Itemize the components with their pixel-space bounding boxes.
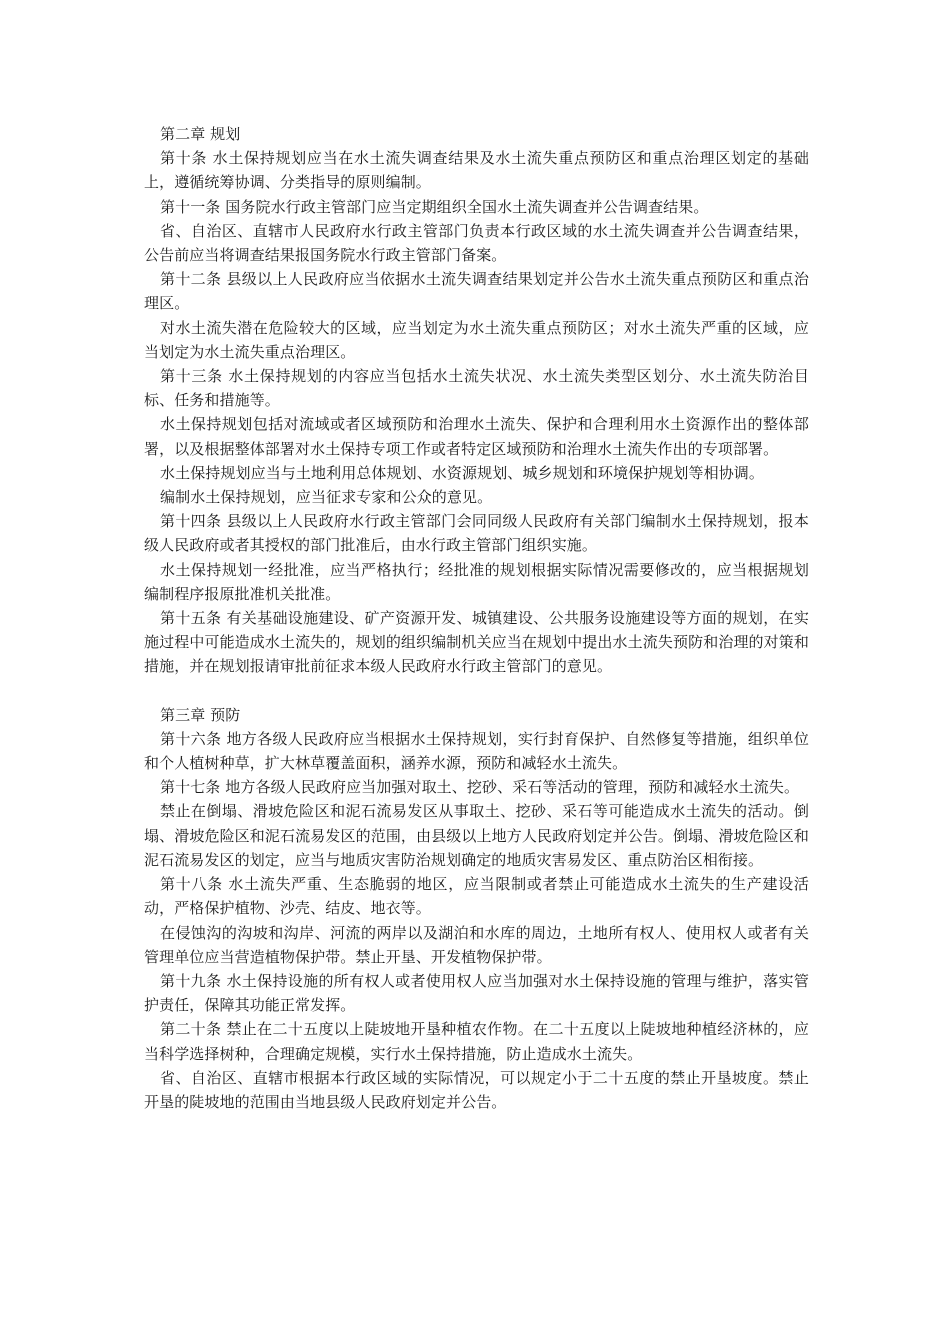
article-paragraph: 第十一条 国务院水行政主管部门应当定期组织全国水土流失调查并公告调查结果。 — [160, 197, 709, 216]
article-paragraph: 第十四条 县级以上人民政府水行政主管部门会同同级人民政府有关部门编制水土保持规划，报本级人民政府或者其授权的部门批准后，由水行政主管部门组织实施。 — [144, 512, 809, 555]
article-paragraph: 在侵蚀沟的沟坡和沟岸、河流的两岸以及湖泊和水库的周边，土地所有权人、使用权人或者有关管理单位应当营造植物保护带。禁止开垦、开发植物保护带。 — [144, 923, 809, 966]
article-paragraph: 第十九条 水土保持设施的所有权人或者使用权人应当加强对水土保持设施的管理与维护，落实管护责任，保障其功能正常发挥。 — [144, 971, 809, 1015]
chapter-spacer — [144, 679, 809, 703]
chapter-heading: 第二章 规划 — [160, 125, 241, 143]
article-paragraph: 省、自治区、直辖市人民政府水行政主管部门负责本行政区域的水土流失调查并公告调查结果，公告前应当将调查结果报国务院水行政主管部门备案。 — [144, 221, 809, 265]
article-paragraph: 编制水土保持规划，应当征求专家和公众的意见。 — [160, 488, 493, 507]
chapter-heading: 第三章 预防 — [160, 705, 241, 724]
article-paragraph: 第十五条 有关基础设施建设、矿产资源开发、城镇建设、公共服务设施建设等方面的规划，在实施过程中可能造成水土流失的，规划的组织编制机关应当在规划中提出水土流失预防和治理的对策和措施，并在规划报请审批前征求本级人民政府水行政主管部门的意见。 — [144, 609, 809, 676]
article-paragraph: 水土保持规划应当与土地利用总体规划、水资源规划、城乡规划和环境保护规划等相协调。 — [160, 463, 765, 482]
article-paragraph: 第十六条 地方各级人民政府应当根据水土保持规划，实行封育保护、自然修复等措施，组织单位和个人植树种草，扩大林草覆盖面积，涵养水源，预防和减轻水土流失。 — [144, 729, 809, 773]
article-paragraph: 第十条 水土保持规划应当在水土流失调查结果及水土流失重点预防区和重点治理区划定的基础上，遵循统筹协调、分类指导的原则编制。 — [144, 149, 809, 192]
article-paragraph: 水土保持规划一经批准，应当严格执行；经批准的规划根据实际情况需要修改的，应当根据规划编制程序报原批准机关批准。 — [144, 560, 809, 603]
article-paragraph: 禁止在倒塌、滑坡危险区和泥石流易发区从事取土、挖砂、采石等可能造成水土流失的活动。倒塌、滑坡危险区和泥石流易发区的范围，由县级以上地方人民政府划定并公告。倒塌、滑坡危险区和泥石流易发区的划定，应当与地质灾害防治规划确定的地质灾害易发区、重点防治区相衔接。 — [144, 802, 809, 869]
article-paragraph: 第二十条 禁止在二十五度以上陡坡地开垦种植农作物。在二十五度以上陡坡地种植经济林的，应当科学选择树种，合理确定规模，实行水土保持措施，防止造成水土流失。 — [144, 1020, 809, 1063]
article-paragraph: 省、自治区、直辖市根据本行政区域的实际情况，可以规定小于二十五度的禁止开垦坡度。禁止开垦的陡坡地的范围由当地县级人民政府划定并公告。 — [144, 1068, 809, 1111]
article-paragraph: 第十三条 水土保持规划的内容应当包括水土流失状况、水土流失类型区划分、水土流失防治目标、任务和措施等。 — [144, 367, 809, 410]
document-page — [144, 122, 809, 1114]
article-paragraph: 第十八条 水土流失严重、生态脆弱的地区，应当限制或者禁止可能造成水土流失的生产建设活动，严格保护植物、沙壳、结皮、地衣等。 — [144, 875, 809, 918]
article-paragraph: 第十二条 县级以上人民政府应当依据水土流失调查结果划定并公告水土流失重点预防区和重点治理区。 — [144, 270, 809, 313]
article-paragraph: 第十七条 地方各级人民政府应当加强对取土、挖砂、采石等活动的管理，预防和减轻水土流失。 — [160, 778, 800, 797]
article-paragraph: 水土保持规划包括对流域或者区域预防和治理水土流失、保护和合理利用水土资源作出的整体部署，以及根据整体部署对水土保持专项工作或者特定区域预防和治理水土流失作出的专项部署。 — [144, 415, 809, 458]
article-paragraph: 对水土流失潜在危险较大的区域，应当划定为水土流失重点预防区；对水土流失严重的区域，应当划定为水土流失重点治理区。 — [144, 318, 809, 361]
